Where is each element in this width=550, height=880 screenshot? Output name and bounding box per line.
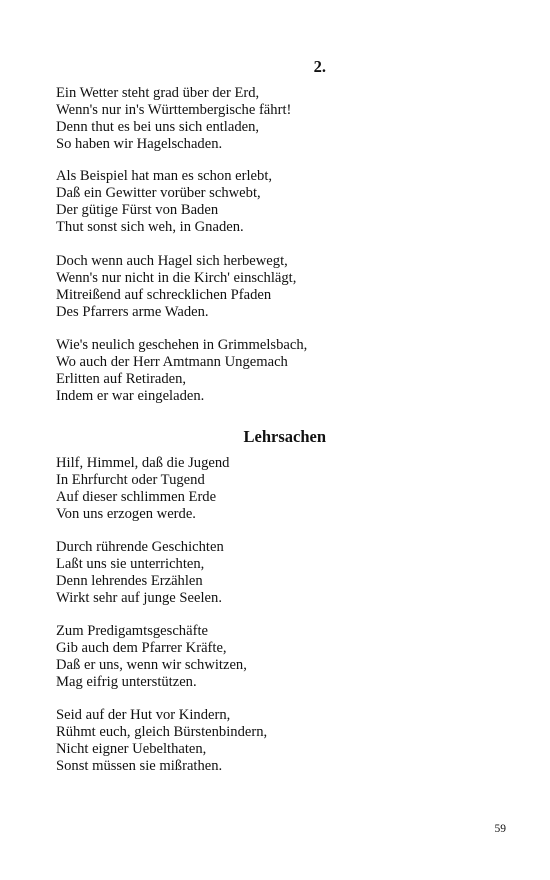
- stanza-2: [56, 168, 356, 236]
- verse-line: Auf dieser schlimmen Erde: [56, 489, 217, 505]
- verse-line: Wenn's nur nicht in die Kirch' einschlägt,: [56, 270, 297, 286]
- stanza-6: [56, 539, 356, 607]
- stanza-7: [56, 623, 356, 691]
- verse-line: Seid auf der Hut vor Kindern,: [56, 707, 231, 723]
- verse-line: Thut sonst sich weh, in Gnaden.: [56, 219, 244, 235]
- verse-line: Durch rührende Geschichten: [56, 539, 224, 555]
- verse-line: Der gütige Fürst von Baden: [56, 202, 219, 218]
- verse-line: Des Pfarrers arme Waden.: [56, 304, 209, 320]
- verse-line: Sonst müssen sie mißrathen.: [56, 758, 223, 774]
- verse-line: Laßt uns sie unterrichten,: [56, 556, 205, 572]
- verse-line: Nicht eigner Uebelthaten,: [56, 741, 207, 757]
- page-number: 59: [494, 823, 506, 835]
- stanza-8: [56, 707, 356, 775]
- poem-title-heading: Lehrsachen: [243, 427, 326, 446]
- verse-line: Denn lehrendes Erzählen: [56, 573, 203, 589]
- stanza-3: [56, 253, 356, 321]
- verse-line: Wirkt sehr auf junge Seelen.: [56, 590, 222, 606]
- section-number-heading: 2.: [313, 57, 326, 76]
- stanza-5: [56, 455, 356, 523]
- verse-line: Zum Predigamtsgeschäfte: [56, 623, 208, 639]
- verse-line: Hilf, Himmel, daß die Jugend: [56, 455, 230, 471]
- verse-line: Wie's neulich geschehen in Grimmelsbach,: [56, 337, 308, 353]
- stanza-4: [56, 337, 356, 405]
- verse-line: Wenn's nur in's Württembergische fährt!: [56, 102, 292, 118]
- verse-line: Erlitten auf Retiraden,: [56, 371, 187, 387]
- verse-line: Rühmt euch, gleich Bürstenbindern,: [56, 724, 268, 740]
- verse-line: So haben wir Hagelschaden.: [56, 136, 223, 152]
- verse-line: Daß er uns, wenn wir schwitzen,: [56, 657, 247, 673]
- verse-line: Indem er war eingeladen.: [56, 388, 205, 404]
- verse-line: Denn thut es bei uns sich entladen,: [56, 119, 260, 135]
- verse-line: Ein Wetter steht grad über der Erd,: [56, 85, 260, 101]
- verse-line: Als Beispiel hat man es schon erlebt,: [56, 168, 273, 184]
- verse-line: Von uns erzogen werde.: [56, 506, 196, 522]
- verse-line: In Ehrfurcht oder Tugend: [56, 472, 205, 488]
- verse-line: Mag eifrig unterstützen.: [56, 674, 197, 690]
- verse-line: Gib auch dem Pfarrer Kräfte,: [56, 640, 227, 656]
- verse-line: Daß ein Gewitter vorüber schwebt,: [56, 185, 261, 201]
- verse-line: Doch wenn auch Hagel sich herbewegt,: [56, 253, 288, 269]
- verse-line: Wo auch der Herr Amtmann Ungemach: [56, 354, 288, 370]
- stanza-1: [56, 85, 356, 153]
- verse-line: Mitreißend auf schrecklichen Pfaden: [56, 287, 272, 303]
